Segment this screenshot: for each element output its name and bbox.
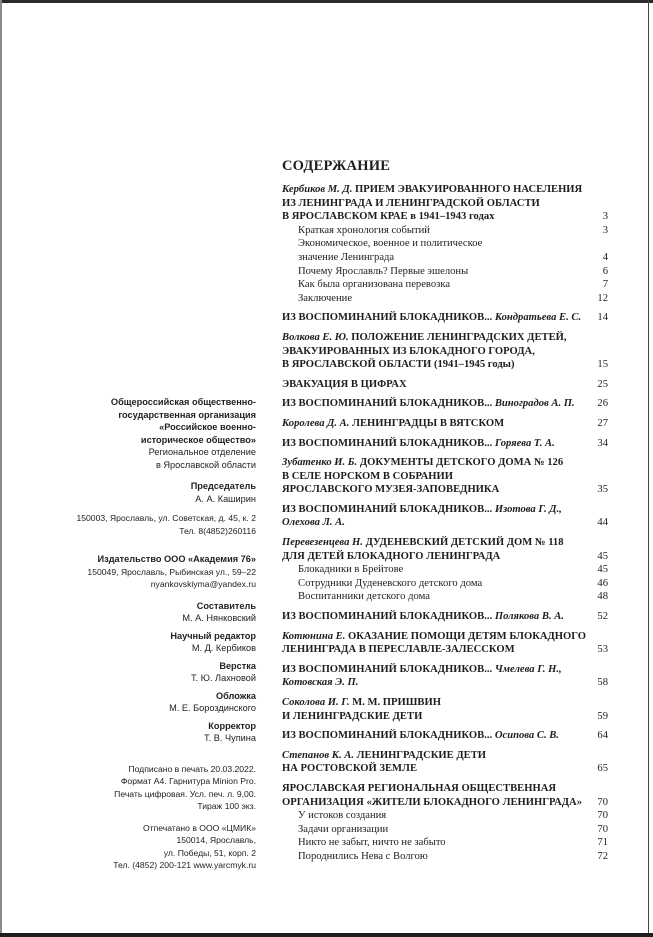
entry-title: ДОКУМЕНТЫ ДЕТСКОГО ДОМА № 126 — [359, 457, 564, 469]
subentry-title: значение Ленинграда — [298, 251, 395, 263]
publisher-address: 150049, Ярославль, Рыбинская ул., 59–22 — [87, 566, 256, 577]
toc-entry-line — [282, 796, 608, 810]
page-number: 3 — [602, 211, 608, 223]
entry-title: В ЯРОСЛАВСКОЙ ОБЛАСТИ (1941–1945 годы) — [282, 359, 515, 371]
page-number: 35 — [597, 484, 608, 496]
toc-entry — [282, 610, 608, 624]
toc-entry — [282, 630, 608, 657]
toc-entry-line — [282, 437, 608, 451]
page-number: 14 — [597, 312, 608, 324]
entry-title: ЛЕНИНГРАДЦЫ В ВЯТСКОМ — [352, 417, 505, 429]
viewer-frame-bottom — [0, 933, 653, 937]
author-name: Виноградов А. П. — [494, 398, 575, 410]
toc-entry-line — [282, 536, 608, 550]
entry-title: ИЗ ВОСПОМИНАНИЙ БЛОКАДНИКОВ... — [282, 730, 495, 742]
printer-line: ул. Победы, 51, корп. 2 — [163, 847, 256, 858]
toc-subentry — [282, 809, 608, 823]
printer-line: 150014, Ярославль, — [176, 835, 256, 845]
printer-block — [16, 822, 256, 872]
subentry-title: Краткая хронология событий — [298, 224, 430, 236]
toc-entry — [282, 183, 608, 305]
credit-role: Корректор — [208, 720, 256, 731]
credit-role: Верстка — [219, 660, 256, 671]
print-info-block — [16, 763, 256, 813]
credit-name: М. Д. Кербиков — [191, 643, 256, 653]
chair-name: А. А. Каширин — [195, 493, 256, 504]
entry-title: В СЕЛЕ НОРСКОМ В СОБРАНИИ — [282, 470, 454, 482]
author-name: Кондратьева Е. С. — [494, 312, 582, 324]
toc-entry-line — [282, 749, 608, 763]
toc-subentry — [282, 850, 608, 864]
toc-subentry — [282, 577, 608, 591]
toc-entry — [282, 331, 608, 372]
entry-title: И ЛЕНИНГРАДСКИЕ ДЕТИ — [282, 710, 423, 722]
author-name: Котовская Э. П. — [282, 677, 359, 689]
credit-block — [16, 690, 256, 715]
page-number: 44 — [597, 517, 608, 529]
toc-entry — [282, 437, 608, 451]
org-line: «Российское военно- — [159, 422, 256, 432]
credit-name: Т. В. Чупина — [204, 733, 256, 743]
toc-entries — [282, 183, 608, 864]
toc-entry-line — [282, 183, 608, 197]
author-name: Олехова Л. А. — [282, 517, 345, 529]
toc-heading: СОДЕРЖАНИЕ — [282, 158, 391, 174]
subentry-title: Породнились Нева с Волгою — [298, 850, 428, 862]
page-number: 70 — [597, 796, 608, 808]
author-name: Котюнина Е. — [282, 630, 349, 642]
toc-entry-line — [282, 397, 608, 411]
entry-title: ИЗ ЛЕНИНГРАДА И ЛЕНИНГРАДСКОЙ ОБЛАСТИ — [282, 197, 540, 209]
toc-entry-line — [282, 358, 608, 372]
author-name: Полякова В. А. — [494, 611, 564, 623]
org-line: историческое общество» — [140, 434, 256, 445]
page-number: 48 — [597, 591, 608, 603]
toc-entry-line — [282, 197, 608, 211]
credit-name: М. Е. Бороздинского — [169, 703, 256, 713]
entry-title: ИЗ ВОСПОМИНАНИЙ БЛОКАДНИКОВ... — [282, 503, 495, 515]
toc-entry — [282, 536, 608, 604]
toc-entry-line — [282, 311, 608, 325]
toc-entry — [282, 663, 608, 690]
page-number: 72 — [597, 850, 608, 862]
page-number: 6 — [602, 265, 608, 277]
print-info-line: Подписано в печать 20.03.2022. — [128, 763, 256, 774]
viewer-frame-left — [0, 0, 2, 937]
toc-entry-line — [282, 470, 608, 484]
toc-subentry — [282, 823, 608, 837]
page-number: 27 — [597, 417, 608, 429]
credits-list — [16, 600, 256, 745]
credit-name: Т. Ю. Лахновой — [190, 673, 256, 683]
toc-entry-line — [282, 762, 608, 776]
table-of-contents — [282, 157, 608, 870]
entry-title: ИЗ ВОСПОМИНАНИЙ БЛОКАДНИКОВ... — [282, 663, 495, 675]
org-line: государственная организация — [118, 409, 256, 420]
subentry-title: Экономическое, военное и политическое — [298, 238, 483, 250]
page-number: 64 — [597, 730, 608, 742]
toc-entry-line — [282, 503, 608, 517]
toc-subentry — [282, 278, 608, 292]
chair-phone: Тел. 8(4852)260116 — [179, 525, 256, 536]
page-number: 59 — [597, 710, 608, 722]
toc-subentry — [282, 265, 608, 279]
publisher-block — [16, 553, 256, 591]
entry-title: ПРИЕМ ЭВАКУИРОВАННОГО НАСЕЛЕНИЯ — [355, 184, 583, 195]
print-info-line: Печать цифровая. Усл. печ. л. 9,00. — [114, 788, 256, 799]
toc-subentry — [282, 836, 608, 850]
entry-title: ИЗ ВОСПОМИНАНИЙ БЛОКАДНИКОВ... — [282, 437, 495, 449]
page-number: 46 — [597, 577, 608, 589]
page-number: 15 — [597, 359, 608, 371]
credit-block — [16, 720, 256, 745]
subentry-title: Заключение — [298, 292, 353, 304]
page-number: 34 — [597, 437, 608, 449]
subentry-title: У истоков создания — [298, 810, 387, 822]
credit-role: Обложка — [215, 690, 256, 701]
subentry-title: Воспитанники детского дома — [298, 591, 430, 603]
credit-block — [16, 660, 256, 685]
toc-entry-line — [282, 417, 608, 431]
page-number: 3 — [602, 224, 608, 236]
author-name: Зубатенко И. Б. — [282, 457, 360, 469]
toc-entry-line — [282, 456, 608, 470]
print-info-line: Тираж 100 экз. — [197, 801, 256, 811]
chair-label: Председатель — [190, 481, 256, 491]
entry-title: ИЗ ВОСПОМИНАНИЙ БЛОКАДНИКОВ... — [282, 611, 495, 623]
branch-line: в Ярославской области — [155, 459, 256, 470]
page-number: 25 — [597, 378, 608, 390]
toc-entry — [282, 417, 608, 431]
org-line: Общероссийская общественно- — [110, 397, 256, 407]
toc-entry-line — [282, 696, 608, 710]
subentry-title: Как была организована перевозка — [298, 279, 451, 291]
entry-title: ПОЛОЖЕНИЕ ЛЕНИНГРАДСКИХ ДЕТЕЙ, — [351, 331, 567, 343]
subentry-title: Почему Ярославль? Первые эшелоны — [298, 265, 469, 277]
toc-entry — [282, 749, 608, 776]
author-name: Чмелева Г. Н., — [494, 663, 562, 675]
page-number: 65 — [597, 763, 608, 775]
toc-entry-line — [282, 210, 608, 224]
page-number: 7 — [602, 279, 608, 291]
chair-block — [16, 480, 256, 537]
entry-title: М. М. ПРИШВИН — [352, 697, 441, 708]
credit-role: Научный редактор — [170, 630, 256, 641]
toc-entry — [282, 503, 608, 530]
publisher-email: nyankovskiyma@yandex.ru — [150, 579, 256, 589]
page-number: 71 — [597, 837, 608, 849]
toc-entry-line — [282, 345, 608, 359]
page-number: 4 — [602, 251, 608, 263]
toc-subentry — [282, 292, 608, 306]
toc-entry — [282, 729, 608, 743]
toc-entry-line — [282, 630, 608, 644]
toc-entry-line — [282, 550, 608, 564]
credit-block — [16, 630, 256, 655]
entry-title: ЛЕНИНГРАДСКИЕ ДЕТИ — [356, 749, 487, 761]
subentry-title: Блокадники в Брейтове — [298, 564, 404, 576]
page-number: 45 — [597, 564, 608, 576]
entry-title: ИЗ ВОСПОМИНАНИЙ БЛОКАДНИКОВ... — [282, 312, 495, 324]
subentry-title: Никто не забыт, ничто не забыто — [298, 837, 446, 849]
page-number: 26 — [597, 398, 608, 410]
branch-line: Региональное отделение — [148, 447, 256, 457]
viewer-frame-top — [0, 0, 653, 3]
author-name: Степанов К. А. — [282, 749, 357, 761]
toc-entry-line — [282, 729, 608, 743]
author-name: Кербиков М. Д. — [282, 184, 355, 195]
page-number: 12 — [597, 292, 608, 304]
toc-entry-line — [282, 710, 608, 724]
toc-entry — [282, 782, 608, 864]
toc-entry-line — [282, 663, 608, 677]
toc-subentry — [282, 224, 608, 238]
toc-subentry — [282, 251, 608, 265]
toc-entry — [282, 378, 608, 392]
toc-entry-line — [282, 483, 608, 497]
author-name: Осипова С. В. — [494, 730, 559, 742]
chair-address: 150003, Ярославль, ул. Советская, д. 45, к. 2 — [76, 513, 256, 523]
author-name: Королева Д. А. — [282, 417, 353, 429]
credit-role: Составитель — [196, 600, 256, 611]
credit-name: М. А. Нянковский — [182, 613, 256, 623]
page-number: 70 — [597, 823, 608, 835]
page-number: 70 — [597, 810, 608, 822]
entry-title: ДЛЯ ДЕТЕЙ БЛОКАДНОГО ЛЕНИНГРАДА — [282, 550, 501, 562]
publisher-name: Издательство ООО «Академия 76» — [97, 554, 256, 564]
entry-title: ДУДЕНЕВСКИЙ ДЕТСКИЙ ДОМ № 118 — [365, 537, 564, 549]
entry-title: ОКАЗАНИЕ ПОМОЩИ ДЕТЯМ БЛОКАДНОГО — [348, 630, 587, 642]
toc-entry — [282, 456, 608, 497]
toc-subentry — [282, 590, 608, 604]
credit-block — [16, 600, 256, 625]
toc-entry — [282, 311, 608, 325]
toc-entry-line — [282, 610, 608, 624]
print-info-line: Формат А4. Гарнитура Minion Pro. — [120, 776, 256, 786]
printer-line: Тел. (4852) 200-121 www.yarcmyk.ru — [113, 860, 256, 870]
entry-title: ЯРОСЛАВСКОГО МУЗЕЯ-ЗАПОВЕДНИКА — [282, 484, 500, 496]
toc-entry-line — [282, 331, 608, 345]
toc-entry — [282, 397, 608, 411]
toc-entry-line — [282, 782, 608, 796]
author-name: Изотова Г. Д., — [494, 503, 562, 515]
entry-title: ИЗ ВОСПОМИНАНИЙ БЛОКАДНИКОВ... — [282, 398, 495, 410]
toc-subentry — [282, 237, 608, 251]
organization-block — [16, 396, 256, 471]
toc-entry-line — [282, 378, 608, 392]
page-number: 45 — [597, 550, 608, 562]
entry-title: ЯРОСЛАВСКАЯ РЕГИОНАЛЬНАЯ ОБЩЕСТВЕННАЯ — [282, 782, 557, 794]
subentry-title: Сотрудники Дуденевского детского дома — [298, 577, 483, 589]
toc-entry — [282, 696, 608, 723]
entry-title: ЛЕНИНГРАДА В ПЕРЕСЛАВЛЕ-ЗАЛЕССКОМ — [282, 644, 515, 656]
entry-title: ЭВАКУАЦИЯ В ЦИФРАХ — [282, 378, 407, 390]
entry-title: ОРГАНИЗАЦИЯ «ЖИТЕЛИ БЛОКАДНОГО ЛЕНИНГРАДА» — [282, 796, 582, 808]
toc-entry-line — [282, 643, 608, 657]
subentry-title: Задачи организации — [298, 823, 389, 835]
page-number: 52 — [597, 611, 608, 623]
entry-title: НА РОСТОВСКОЙ ЗЕМЛЕ — [282, 763, 418, 775]
author-name: Горяева Т. А. — [494, 437, 555, 449]
toc-entry-line — [282, 516, 608, 530]
page-number: 58 — [597, 677, 608, 689]
toc-entry-line — [282, 676, 608, 690]
toc-subentry — [282, 563, 608, 577]
entry-title: ЭВАКУИРОВАННЫХ ИЗ БЛОКАДНОГО ГОРОДА, — [282, 345, 535, 357]
author-name: Соколова И. Г. — [282, 697, 353, 708]
entry-title: В ЯРОСЛАВСКОМ КРАЕ в 1941–1943 годах — [282, 211, 495, 223]
page-number: 53 — [597, 644, 608, 656]
author-name: Волкова Е. Ю. — [282, 331, 352, 343]
author-name: Перевезенцева Н. — [282, 537, 366, 549]
viewer-frame-right — [648, 0, 649, 937]
printer-line: Отпечатано в ООО «ЦМИК» — [142, 822, 256, 833]
imprint-column — [16, 396, 256, 881]
